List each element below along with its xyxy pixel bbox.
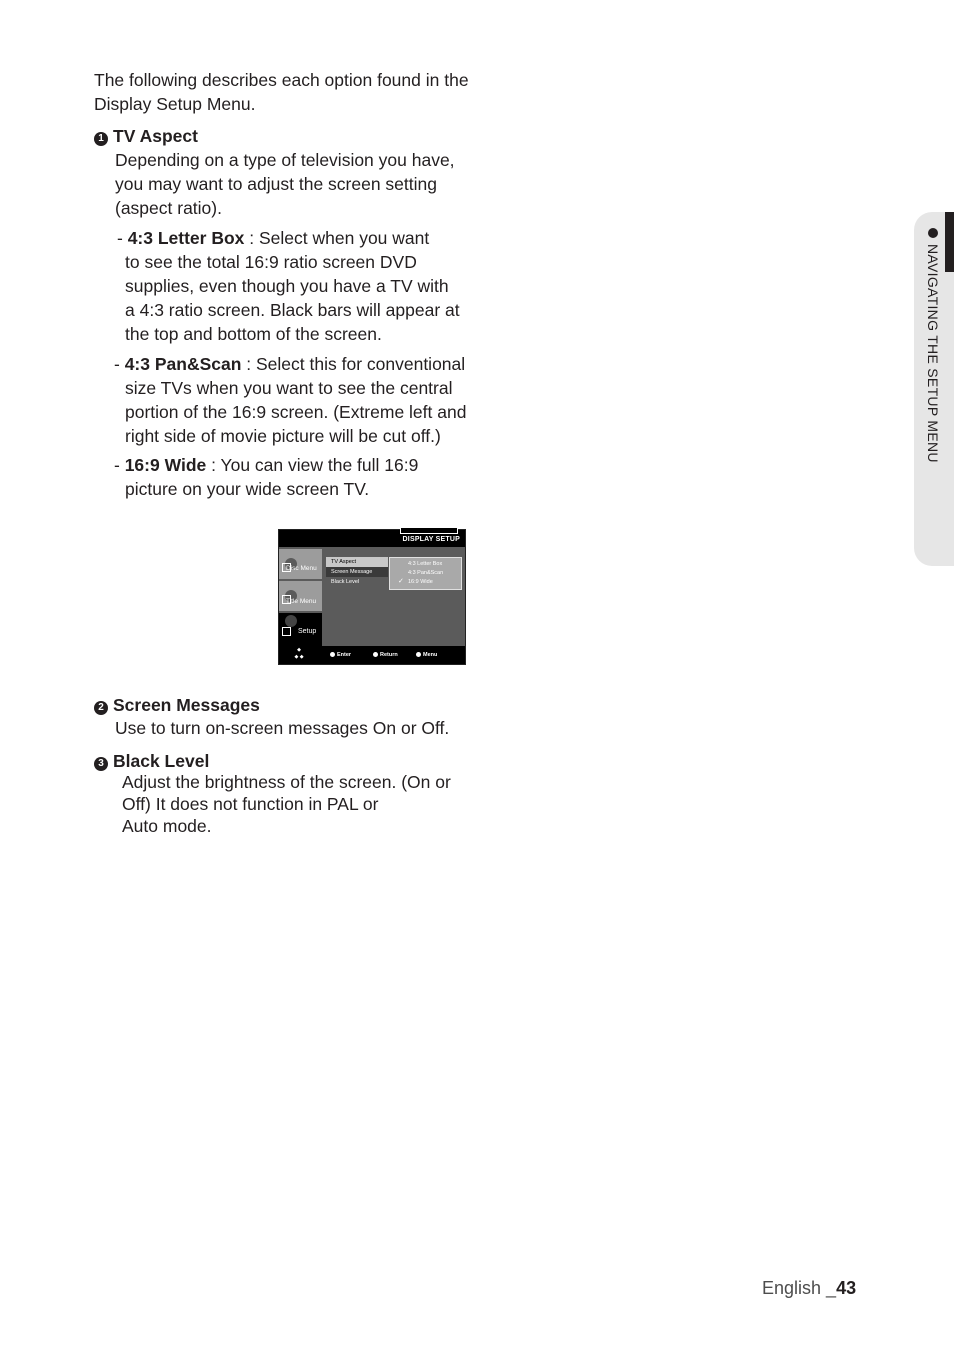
control-menu [416,652,437,658]
enter-button-icon [330,652,335,657]
control-label: Menu [423,652,438,658]
screen-messages-description: Use to turn on-screen messages On or Off. [115,718,450,738]
option-text: portion of the 16:9 screen. (Extreme left and [125,402,467,422]
control-return [373,652,398,658]
black-level-description [122,771,451,837]
desc-line: Depending on a type of television you have, [115,150,455,170]
black-level-title: Black Level [113,751,210,771]
option-text: the top and bottom of the screen. [125,324,382,344]
screen-tab [400,528,458,534]
option-text: supplies, even though you have a TV with [125,276,449,296]
intro-line: The following describes each option found in the [94,70,469,90]
side-tab-text: NAVIGATING THE SETUP MENU [925,244,941,463]
display-setup-screen [278,529,466,665]
desc-line: Off) It does not function in PAL or [122,794,379,814]
chapter-side-label [921,228,941,548]
setup-star-icon [285,615,297,627]
control-label: Enter [337,652,352,658]
bullet-dash: - [114,455,125,475]
control-label: Return [380,652,398,658]
section-number-badge: 1 [94,132,108,146]
screen-messages-heading [94,693,260,717]
page-footer [762,1278,856,1299]
option-panscan [114,352,494,448]
option-text: : Select when you want [244,228,430,248]
control-enter [330,652,351,658]
menu-item-tv-aspect: TV Aspect [326,557,388,567]
menu-button-icon [416,652,421,657]
screen-messages-title: Screen Messages [113,695,260,715]
bullet-dot-icon [928,228,938,238]
option-text: : You can view the full 16:9 [206,455,419,475]
option-text: : Select this for conventional [241,354,466,374]
bullet-dash: - [117,228,128,248]
option-text: picture on your wide screen TV. [125,479,370,499]
side-menu-title [279,581,322,611]
chapter-side-marker [945,212,954,272]
screen-title: DISPLAY SETUP [402,536,460,543]
option-name: 4:3 Pan&Scan [124,354,242,374]
display-menu-list [326,557,388,587]
side-menu-disc [279,549,322,579]
menu-item-black-level: Black Level [331,579,360,585]
option-text: a 4:3 ratio screen. Black bars will appear at [125,300,460,320]
return-button-icon [373,652,378,657]
intro-line: Display Setup Menu. [94,94,256,114]
tv-aspect-heading [94,124,198,148]
check-icon: ✓ [398,578,404,585]
section-number-badge: 3 [94,757,108,771]
menu-item-screen-message: Screen Message [326,567,388,577]
page-number: 43 [836,1278,857,1298]
aspect-option: 4:3 Letter Box [408,561,443,567]
dpad-icon: ◆ ◆ ◆ [294,647,304,660]
black-level-heading [94,749,209,773]
aspect-option: 4:3 Pan&Scan [408,570,444,576]
side-menu-label: Setup [298,628,317,635]
side-menu-label: Disc Menu [286,565,317,572]
tv-aspect-title: TV Aspect [113,126,198,146]
aspect-option: 16:9 Wide [408,579,433,585]
section-number-badge: 2 [94,701,108,715]
desc-line: you may want to adjust the screen setting [115,174,437,194]
intro-text [94,68,469,116]
side-menu-setup [279,613,322,647]
side-menu-label: Title Menu [286,598,317,605]
option-name: 4:3 Letter Box [127,228,245,248]
footer-language: English _ [762,1278,837,1298]
bullet-dash: - [114,354,125,374]
aspect-options-box [389,557,462,590]
desc-line: (aspect ratio). [115,198,222,218]
option-text: size TVs when you want to see the central [125,378,453,398]
option-text: to see the total 16:9 ratio screen DVD [125,252,417,272]
option-text: right side of movie picture will be cut off.) [125,426,441,446]
option-wide [114,453,494,501]
desc-line: Adjust the brightness of the screen. (On or [122,772,451,792]
option-letterbox [117,226,487,346]
desc-line: Auto mode. [122,816,212,836]
setup-icon [282,627,291,636]
option-name: 16:9 Wide [124,455,207,475]
tv-aspect-description [115,148,455,220]
